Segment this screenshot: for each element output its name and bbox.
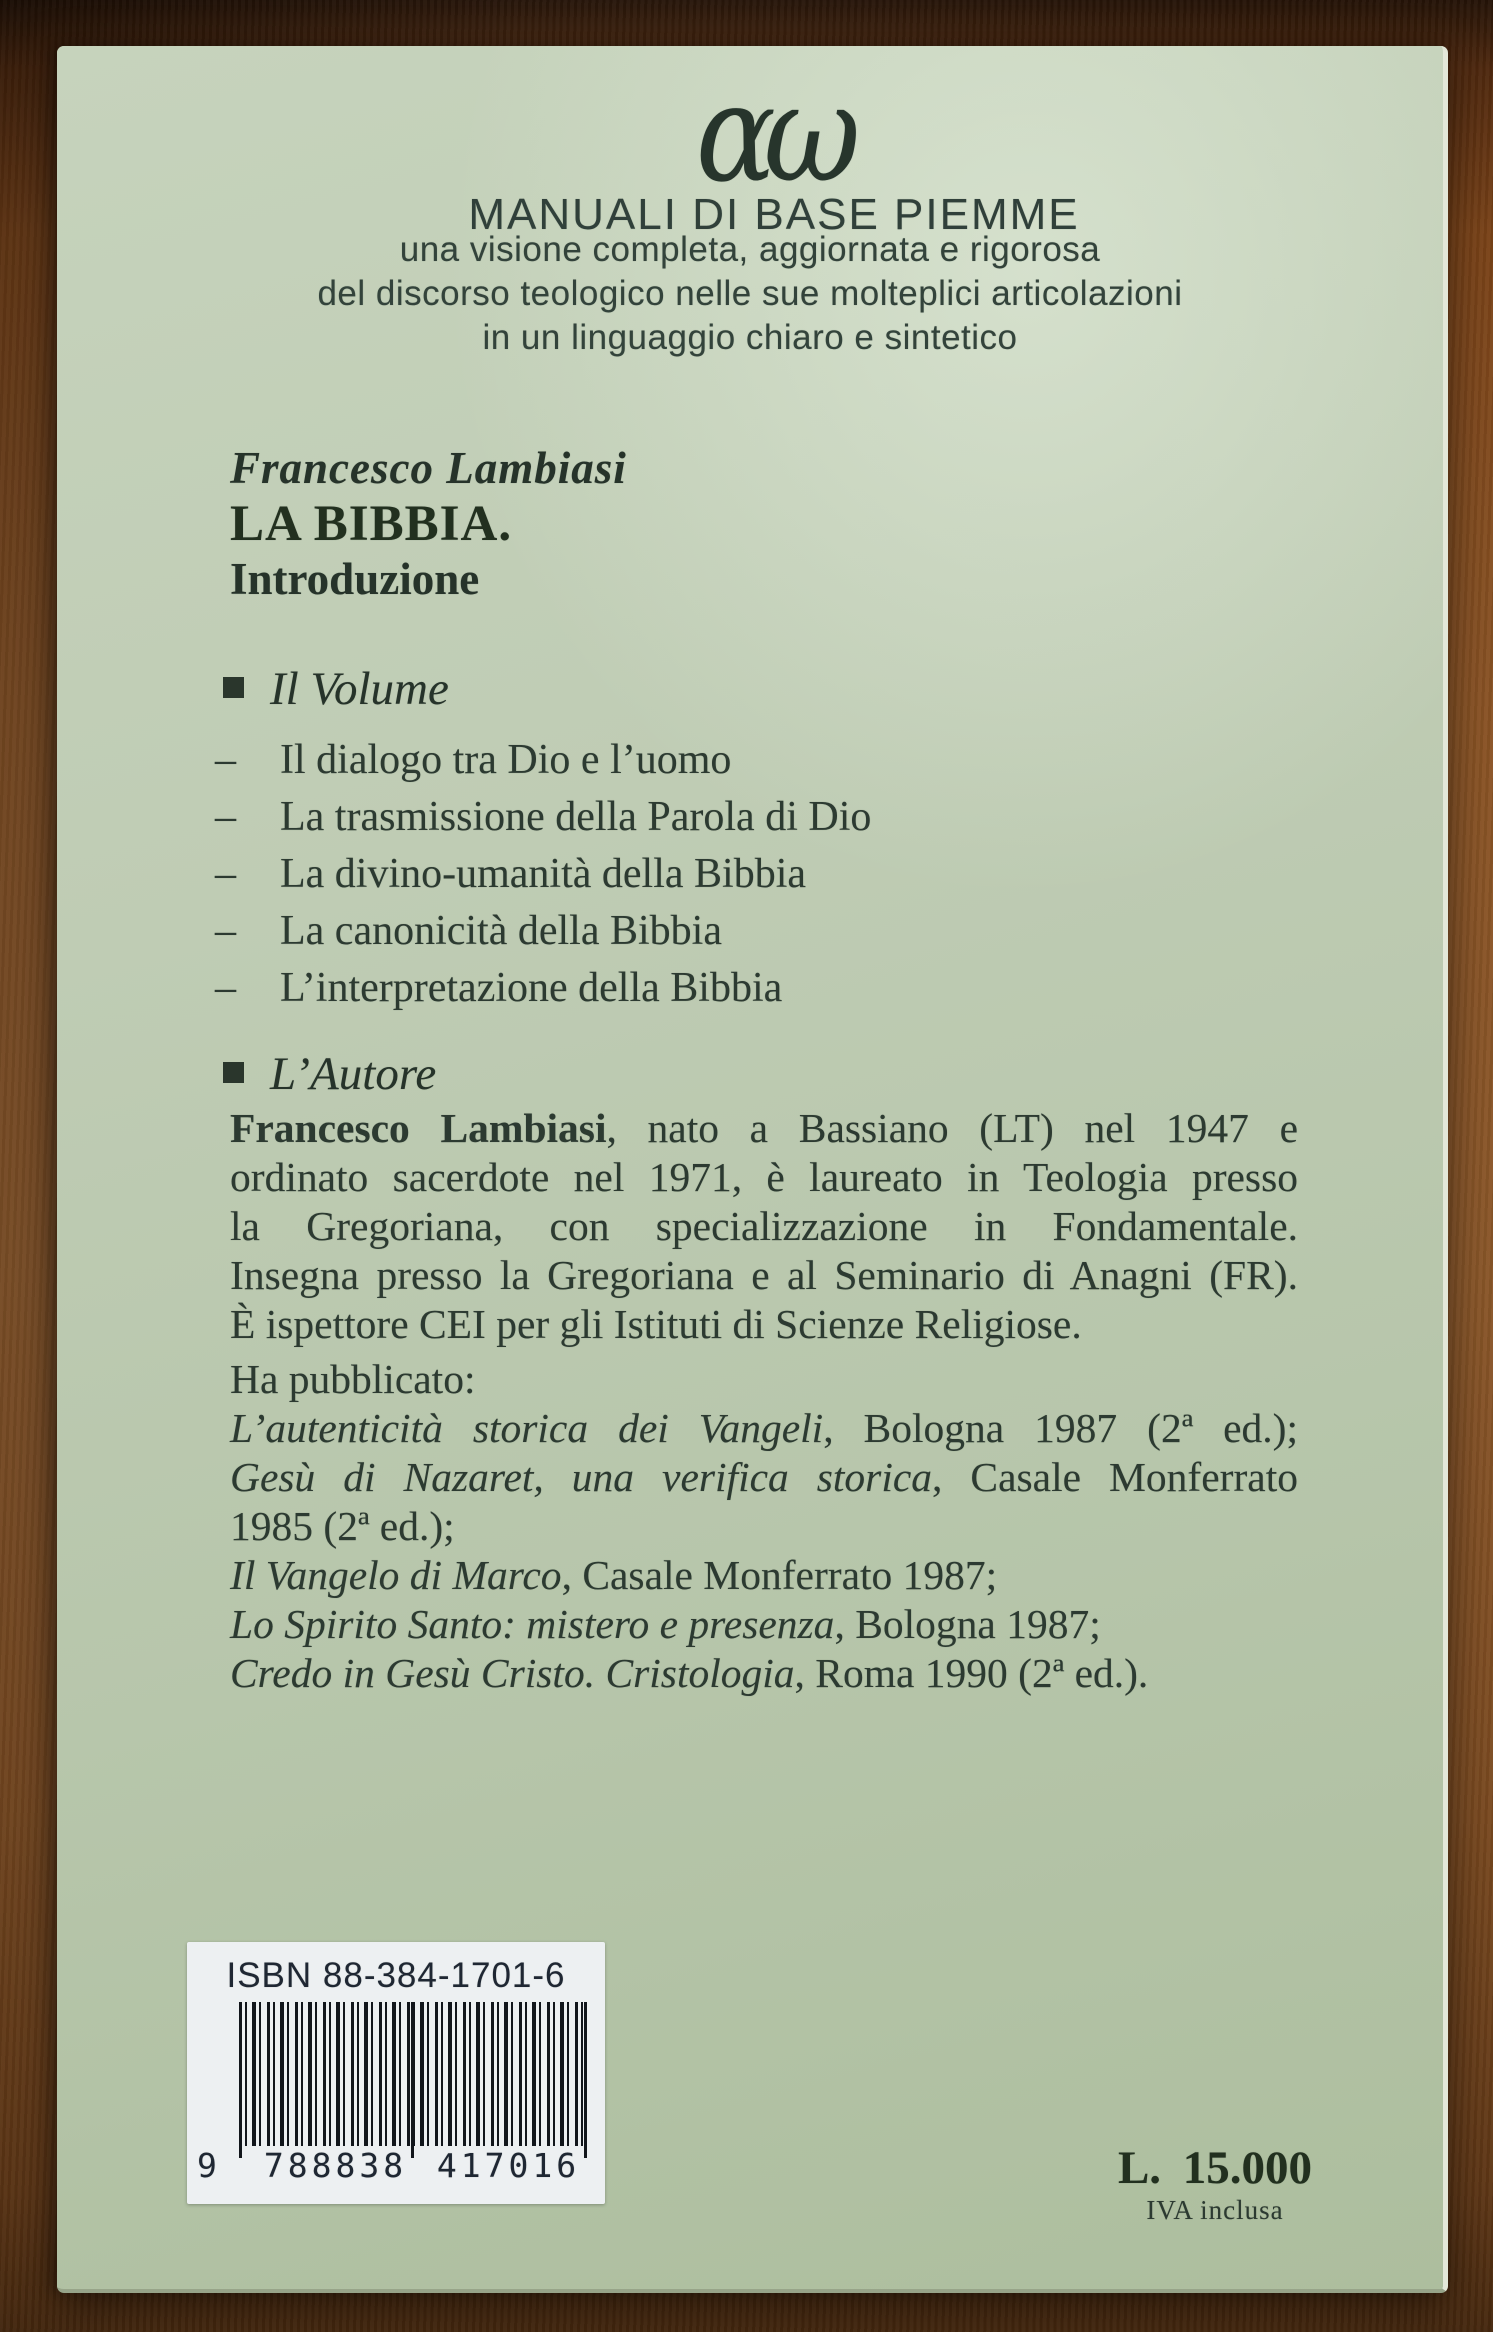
tagline-line: una visione completa, aggiornata e rigorosa [399,230,1101,269]
publication-detail: , Bologna 1987 (2ª ed.); [823,1405,1299,1451]
list-item-label: La divino-umanità della Bibbia [280,851,807,897]
ean-group: 788838 [263,2146,408,2185]
bio-bold-text: Francesco Lambiasi [230,1105,607,1151]
publication-title: Il Vangelo di Marco [230,1552,562,1598]
book-subtitle: Introduzione [230,554,480,604]
section-heading-label: L’Autore [270,1048,437,1100]
bio-text: È ispettore CEI per gli Istituti di Scienze Religiose. [230,1301,1082,1347]
series-title: MANUALI DI BASE PIEMME [468,190,1080,239]
publication-line [230,1453,1298,1502]
dash-bullet-icon: – [215,908,236,954]
vat-note: IVA inclusa [1146,2195,1284,2225]
barcode-guard-bar [411,2002,414,2158]
barcode-guard-bar [239,2002,242,2158]
book-title: LA BIBBIA. [230,496,513,552]
publication-detail: , Casale Monferrato 1987; [561,1552,998,1598]
bio-line [230,1104,1298,1153]
tagline-line: del discorso teologico nelle sue molteplici articolazioni [317,274,1183,313]
square-bullet-icon [223,677,244,698]
publication-detail: , Roma 1990 (2ª ed.). [794,1650,1149,1696]
bio-line [230,1202,1298,1251]
author-bio [230,1104,1298,1698]
section-heading-volume [223,661,449,717]
publication-line [230,1404,1298,1453]
bio-line [230,1300,1298,1349]
list-item-label: L’interpretazione della Bibbia [280,965,783,1011]
book-back-cover [57,46,1448,2293]
list-item [215,903,871,960]
author-name: Francesco Lambiasi [230,443,627,493]
publication-title: Gesù di Nazaret, una verifica storica [230,1454,933,1500]
list-item [215,789,871,846]
title-block [230,441,627,605]
list-item [215,960,871,1017]
bio-text: ordinato sacerdote nel 1971, è laureato in Teologia presso [230,1154,1298,1200]
publication-detail: , Bologna 1987; [834,1601,1101,1647]
section-heading-label: Il Volume [270,663,449,715]
bio-line [230,1153,1298,1202]
publication-title: L’autenticità storica dei Vangeli [230,1405,824,1451]
section-heading-autore [223,1046,436,1102]
dash-bullet-icon: – [215,851,236,897]
dash-bullet-icon: – [215,965,236,1011]
list-item-label: Il dialogo tra Dio e l’uomo [280,737,732,783]
barcode-guard-bar [584,2002,587,2158]
tagline-line: in un linguaggio chiaro e sintetico [482,318,1018,357]
barcode-label [187,1942,605,2204]
publication-title: Lo Spirito Santo: mistero e presenza [230,1601,835,1647]
volume-items-list [215,732,871,1017]
isbn-number: ISBN 88-384-1701-6 [226,1956,566,1995]
bio-text: Insegna presso la Gregoriana e al Seminario di Anagni (FR). [230,1252,1298,1298]
square-bullet-icon [223,1062,244,1083]
bio-line [230,1355,1298,1404]
ean-first-digit: 9 [197,2146,221,2185]
publication-line [230,1649,1298,1698]
list-item-label: La canonicità della Bibbia [280,908,722,954]
bio-text: Ha pubblicato: [230,1356,476,1402]
publication-line [230,1551,1298,1600]
ean-group: 417016 [436,2146,581,2185]
series-tagline [57,228,1443,360]
list-item [215,846,871,903]
publication-line [230,1502,1298,1551]
dash-bullet-icon: – [215,794,236,840]
ean-digits [193,2146,595,2185]
publication-detail: 1985 (2ª ed.); [230,1503,455,1549]
list-item [215,732,871,789]
publication-title: Credo in Gesù Cristo. Cristologia [230,1650,795,1696]
bio-text: la Gregoriana, con specializzazione in Fondamentale. [230,1203,1298,1249]
list-item-label: La trasmissione della Parola di Dio [280,794,872,840]
publication-detail: , Casale Monferrato [932,1454,1298,1500]
bio-text: , nato a Bassiano (LT) nel 1947 e [606,1105,1298,1151]
price-block [1055,2142,1375,2226]
bio-line [230,1251,1298,1300]
price: L. 15.000 [1117,2142,1313,2194]
alpha-omega-logo-icon: αω [695,55,849,212]
dash-bullet-icon: – [215,737,236,783]
publication-line [230,1600,1298,1649]
